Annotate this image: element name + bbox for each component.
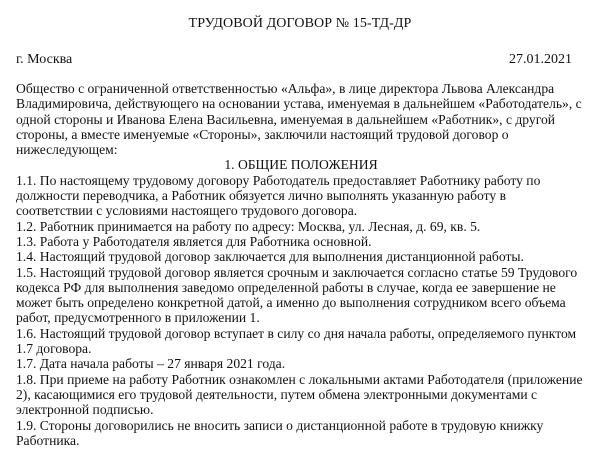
clause-1-5: 1.5. Настоящий трудовой договор является срочным и заключается согласно статье 59 Трудового кодекса РФ для выполнения заведомо определенной работы в случае, когда ее завершение не может быть определено конкретной датой, а именно до выполнения сотрудником всего объема работ, предусмотренного в приложении 1. <box>16 264 578 326</box>
clause-1-9: 1.9. Стороны договорились не вносить записи о дистанционной работе в трудовую книжку Работника. <box>16 417 544 448</box>
document-body <box>16 81 586 448</box>
clause-1-1: 1.1. По настоящему трудовому договору Работодатель предоставляет Работнику работу по должности переводчика, а Работник обязуется лично выполнять указанную работу в соответствии с условиями настоящего трудового договора. <box>16 172 541 219</box>
clause-1-2: 1.2. Работник принимается на работу по адресу: Москва, ул. Лесная, д. 69, кв. 5. <box>16 218 481 234</box>
place-date-row <box>16 52 572 68</box>
document-title: ТРУДОВОЙ ДОГОВОР № 15-ТД-ДР <box>188 16 412 31</box>
clause-1-4: 1.4. Настоящий трудовой договор заключается для выполнения дистанционной работы. <box>16 249 524 265</box>
clause-1-3: 1.3. Работа у Работодателя является для Работника основной. <box>16 233 372 249</box>
clause-1-7: 1.7. Дата начала работы – 27 января 2021 года. <box>16 356 286 372</box>
clause-1-8: 1.8. При приеме на работу Работник ознакомлен с локальными актами Работодателя (приложение 2), касающимися его трудовой деятельности, путем обмена электронными документами с электронной подписью. <box>16 371 583 418</box>
city-label: г. Москва <box>16 52 73 67</box>
date-label: 27.01.2021 <box>509 52 572 67</box>
intro-paragraph: Общество с ограниченной ответственностью «Альфа», в лице директора Львова Александра Владимировича, действующего на основании устава, именуемая в дальнейшем «Работодатель», с одной стороны и Иванова Елена Васильевна, именуемая в дальнейшем «Работник», с другой стороны, а вместе именуемые «Стороны», заключили настоящий трудовой договор о нижеследующем: <box>16 81 582 158</box>
clause-1-6: 1.6. Настоящий трудовой договор вступает в силу со дня начала работы, определяемого пунктом 1.7 договора. <box>16 325 577 357</box>
section-title: 1. ОБЩИЕ ПОЛОЖЕНИЯ <box>224 157 378 173</box>
